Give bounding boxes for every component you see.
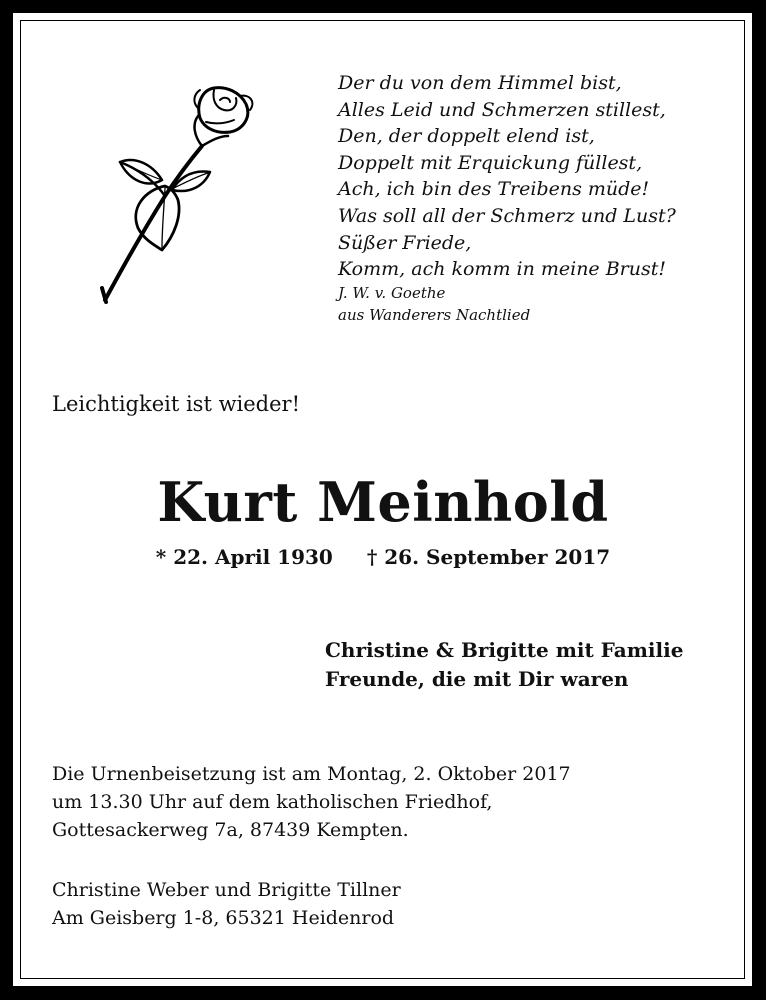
mourner-line: Freunde, die mit Dir waren bbox=[325, 667, 629, 691]
poem-line: Den, der doppelt elend ist, bbox=[338, 125, 595, 148]
death-date: † 26. September 2017 bbox=[366, 545, 611, 569]
poem-line: Süßer Friede, bbox=[338, 231, 472, 254]
poem-source: aus Wanderers Nachtlied bbox=[338, 306, 531, 324]
mourner-line: Christine & Brigitte mit Familie bbox=[325, 638, 684, 662]
poem bbox=[338, 70, 676, 283]
poem-line: Komm, ach komm in meine Brust! bbox=[338, 258, 667, 281]
poem-line: Ach, ich bin des Treibens müde! bbox=[338, 178, 650, 201]
poem-line: Alles Leid und Schmerzen stillest, bbox=[338, 98, 666, 121]
funeral-info bbox=[52, 760, 571, 844]
funeral-line: um 13.30 Uhr auf dem katholischen Friedhof, bbox=[52, 791, 493, 813]
deceased-name: Kurt Meinhold bbox=[157, 470, 609, 534]
intro-text: Leichtigkeit ist wieder! bbox=[52, 392, 301, 416]
poem-line: Der du von dem Himmel bist, bbox=[338, 72, 622, 94]
poem-line: Was soll all der Schmerz und Lust? bbox=[338, 204, 676, 227]
address-line: Am Geisberg 1-8, 65321 Heidenrod bbox=[52, 907, 395, 929]
poem-author: J. W. v. Goethe bbox=[338, 284, 446, 302]
rose-icon bbox=[90, 78, 270, 308]
contact-address bbox=[52, 876, 401, 932]
poem-attribution bbox=[338, 282, 530, 326]
birth-date: * 22. April 1930 bbox=[155, 545, 333, 569]
funeral-line: Gottesackerweg 7a, 87439 Kempten. bbox=[52, 819, 409, 841]
poem-line: Doppelt mit Erquickung füllest, bbox=[338, 151, 643, 174]
mourners bbox=[325, 636, 683, 694]
address-line: Christine Weber und Brigitte Tillner bbox=[52, 879, 401, 901]
life-dates bbox=[0, 545, 766, 569]
funeral-line: Die Urnenbeisetzung ist am Montag, 2. Oktober 2017 bbox=[52, 763, 571, 785]
